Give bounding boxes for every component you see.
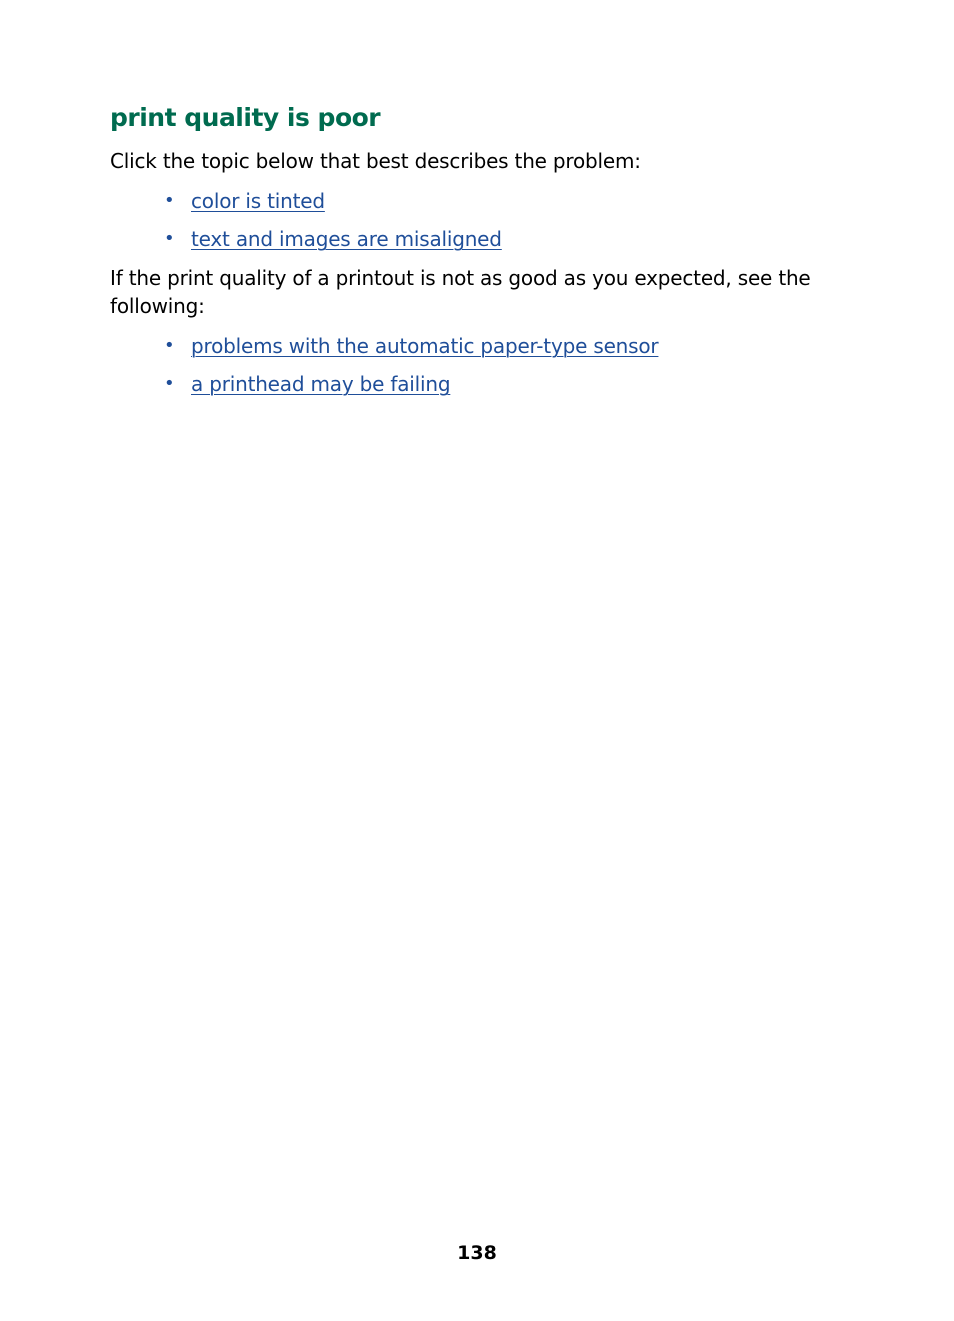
- bullet-icon: •: [164, 373, 175, 394]
- list-item: [160, 370, 658, 408]
- link-color-is-tinted[interactable]: color is tinted: [191, 189, 325, 213]
- followup-text: If the print quality of a printout is not as good as you expected, see the following:: [110, 266, 811, 318]
- list-item: [160, 332, 658, 370]
- bullet-icon: •: [164, 228, 175, 249]
- link-paper-type-sensor-problems[interactable]: problems with the automatic paper-type sensor: [191, 334, 659, 358]
- list-item: [160, 225, 502, 263]
- topic-link-list: [160, 187, 502, 263]
- list-item: [160, 187, 502, 225]
- link-printhead-may-be-failing[interactable]: a printhead may be failing: [191, 372, 451, 396]
- related-link-list: [160, 332, 658, 408]
- link-text-and-images-misaligned[interactable]: text and images are misaligned: [191, 227, 502, 251]
- bullet-icon: •: [164, 335, 175, 356]
- page-number: 138: [457, 1242, 497, 1264]
- page-title: print quality is poor: [110, 103, 381, 132]
- intro-text: Click the topic below that best describes the problem:: [110, 149, 641, 173]
- bullet-icon: •: [164, 190, 175, 211]
